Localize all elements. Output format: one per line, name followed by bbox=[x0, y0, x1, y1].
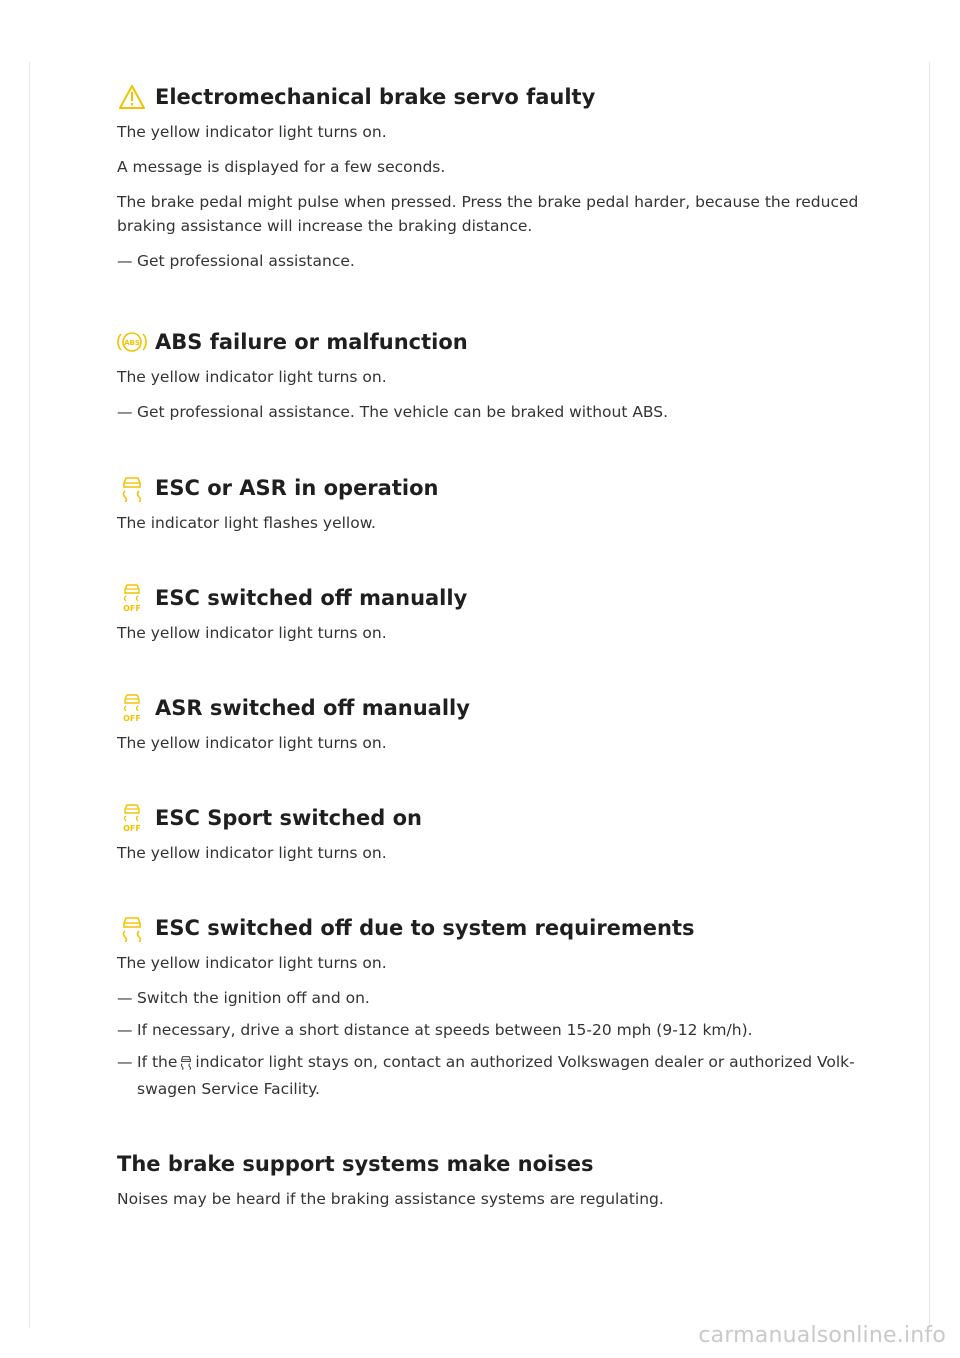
section-abs bbox=[117, 325, 877, 424]
section-title: ASR switched off manually bbox=[155, 696, 470, 720]
section-brake-noises bbox=[117, 1147, 877, 1211]
section-heading bbox=[117, 911, 877, 945]
esc-skid-icon bbox=[117, 913, 147, 943]
right-margin-rule bbox=[929, 62, 930, 1328]
section-title: Electromechanical brake servo faulty bbox=[155, 85, 596, 109]
section-heading bbox=[117, 801, 877, 835]
step-text-after: indicator light stays on, contact an authorized Volkswagen dealer or authorized Volk-swagen Service Facility. bbox=[137, 1053, 855, 1098]
section-esc-off bbox=[117, 581, 877, 645]
esc-skid-icon bbox=[179, 1053, 193, 1077]
step-text-before: If the bbox=[137, 1053, 178, 1071]
warning-triangle-icon bbox=[117, 82, 147, 112]
body-line: A message is displayed for a few seconds. bbox=[117, 158, 446, 176]
body-line: The indicator light flashes yellow. bbox=[117, 514, 376, 532]
body-line: The yellow indicator light turns on. bbox=[117, 734, 387, 752]
action-step: — Get professional assistance. bbox=[117, 249, 877, 273]
esc-off-icon bbox=[117, 583, 147, 613]
section-title: ABS failure or malfunction bbox=[155, 330, 468, 354]
body-line: The brake pedal might pulse when pressed. Press the brake pedal harder, because the reduced braking assistance will increase the braking distance. bbox=[117, 193, 859, 235]
action-step: — If necessary, drive a short distance at speeds between 15-20 mph (9-12 km/h). bbox=[117, 1018, 877, 1042]
page-content bbox=[117, 80, 877, 1211]
body-line: The yellow indicator light turns on. bbox=[117, 368, 387, 386]
off-label: OFF bbox=[123, 604, 141, 613]
abs-icon-text: ABS bbox=[124, 339, 140, 347]
section-title: ESC switched off due to system requirements bbox=[155, 916, 695, 940]
section-heading bbox=[117, 471, 877, 505]
body-line: The yellow indicator light turns on. bbox=[117, 844, 387, 862]
section-title: ESC Sport switched on bbox=[155, 806, 422, 830]
section-esc-sport bbox=[117, 801, 877, 865]
abs-icon bbox=[117, 327, 147, 357]
section-title: ESC or ASR in operation bbox=[155, 476, 439, 500]
left-margin-rule bbox=[29, 62, 30, 1328]
section-brake-servo bbox=[117, 80, 877, 273]
section-heading bbox=[117, 80, 877, 114]
esc-sport-off-icon bbox=[117, 803, 147, 833]
section-asr-off bbox=[117, 691, 877, 755]
section-esc-asr-operation bbox=[117, 471, 877, 535]
action-step: — Get professional assistance. The vehicle can be braked without ABS. bbox=[117, 400, 877, 424]
body-line: The yellow indicator light turns on. bbox=[117, 624, 387, 642]
action-step: — Switch the ignition off and on. bbox=[117, 986, 877, 1010]
body-line: The yellow indicator light turns on. bbox=[117, 123, 387, 141]
section-heading bbox=[117, 325, 877, 359]
off-label: OFF bbox=[123, 824, 141, 833]
section-heading bbox=[117, 581, 877, 615]
watermark: carmanualsonline.info bbox=[698, 1323, 946, 1348]
section-heading bbox=[117, 691, 877, 725]
section-title: ESC switched off manually bbox=[155, 586, 468, 610]
body-line: The yellow indicator light turns on. bbox=[117, 954, 387, 972]
action-step-with-icon bbox=[117, 1050, 877, 1101]
section-title: The brake support systems make noises bbox=[117, 1152, 594, 1176]
section-esc-system-requirements bbox=[117, 911, 877, 1101]
asr-off-icon bbox=[117, 693, 147, 723]
off-label: OFF bbox=[123, 714, 141, 723]
esc-skid-icon bbox=[117, 473, 147, 503]
body-line: Noises may be heard if the braking assistance systems are regulating. bbox=[117, 1190, 664, 1208]
